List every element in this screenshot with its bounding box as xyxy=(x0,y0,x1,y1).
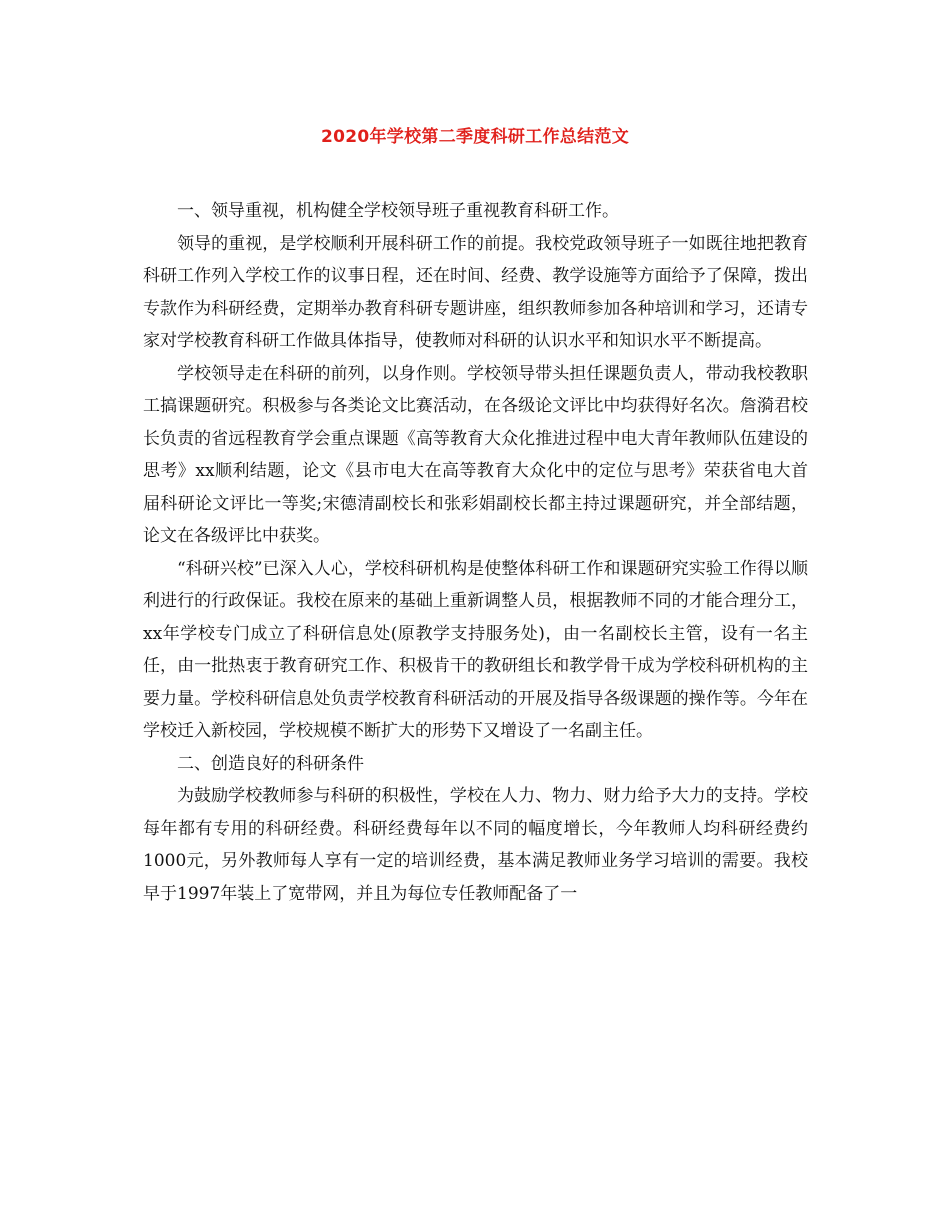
paragraph: 为鼓励学校教师参与科研的积极性，学校在人力、物力、财力给予大力的支持。学校每年都有专用的科研经费。科研经费每年以不同的幅度增长，今年教师人均科研经费约1000元，另外教师每人享有一定的培训经费，基本满足教师业务学习培训的需要。我校早于1997年装上了宽带网，并且为每位专任教师配备了一 xyxy=(143,786,808,904)
paragraph: “科研兴校”已深入人心，学校科研机构是使整体科研工作和课题研究实验工作得以顺利进行的行政保证。我校在原来的基础上重新调整人员，根据教师不同的才能合理分工，xx年学校专门成立了科研信息处(原教学支持服务处)，由一名副校长主管，设有一名主任，由一批热衷于教育研究工作、积极肯干的教研组长和教学骨干成为学校科研机构的主要力量。学校科研信息处负责学校教育科研活动的开展及指导各级课题的操作等。今年在学校迁入新校园，学校规模不断扩大的形势下又增设了一名副主任。 xyxy=(143,558,808,741)
paragraph: 学校领导走在科研的前列，以身作则。学校领导带头担任课题负责人，带动我校教职工搞课题研究。积极参与各类论文比赛活动，在各级论文评比中均获得好名次。詹漪君校长负责的省远程教育学会重点课题《高等教育大众化推进过程中电大青年教师队伍建设的思考》xx顺利结题，论文《县市电大在高等教育大众化中的定位与思考》荣获省电大首届科研论文评比一等奖;宋德清副校长和张彩娟副校长都主持过课题研究，并全部结题，论文在各级评比中获奖。 xyxy=(143,363,808,546)
paragraph: 一、领导重视，机构健全学校领导班子重视教育科研工作。 xyxy=(177,201,619,221)
document-title: 2020年学校第二季度科研工作总结范文 xyxy=(320,127,629,147)
document-body xyxy=(143,195,808,910)
paragraph: 二、创造良好的科研条件 xyxy=(177,753,364,774)
paragraph: 领导的重视，是学校顺利开展科研工作的前提。我校党政领导班子一如既往地把教育科研工作列入学校工作的议事日程，还在时间、经费、教学设施等方面给予了保障，拨出专款作为科研经费，定期举办教育科研专题讲座，组织教师参加各种培训和学习，还请专家对学校教育科研工作做具体指导，使教师对科研的认识水平和知识水平不断提高。 xyxy=(143,233,808,351)
